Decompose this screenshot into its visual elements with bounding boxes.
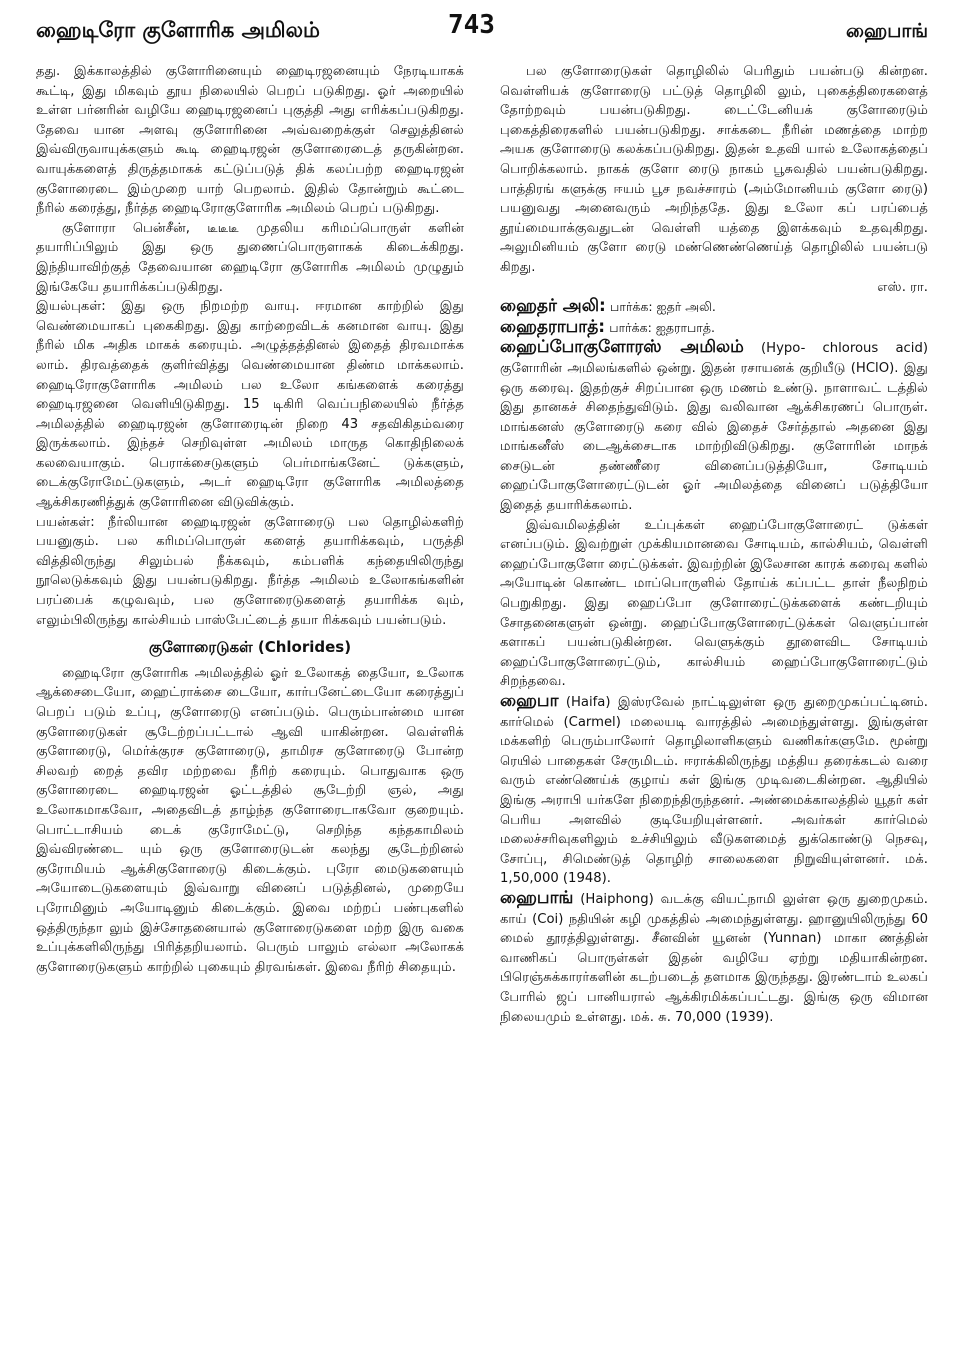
uses-label: பயன்கள்:	[36, 514, 95, 530]
entry-text: (Hypo- chlorous acid) குளோரின் அமிலங்களில் ஒன்று. இதன் ரசாயனக் குறியீடு (HClO). இது ஒரு கரைவு. இதற்குச் சிறப்பான ஒரு மணம் உண்டு. நாளாவட் டத்தில் இது தானகச் சிதைந்துவிடும். இது வலிவான ஆக்சிகரணப் பொருள். மாங்கனஸ் குளோரைடு கரை வில் இதைச் சேர்த்தால் அதனை இது மாங்கனீஸ் டைஆக்சைடாக மாற்றிவிடுகிறது. குளோரின் மாநக் சைடுடன் தண்ணீரை வினைப்படுத்தியோ, சோடியம் ஹைப்போகுளோரைட்டுடன் ஓர் அமிலத்தை வினைப் படுத்தியோ இதைத் தயாரிக்கலாம்.	[500, 341, 928, 514]
entry-headword: ஹைதர் அலி:	[500, 296, 606, 317]
left-paragraph-chlorides: ஹைடிரோ குளோரிக அமிலத்தில் ஓர் உலோகத் தையோ, உலோக ஆக்சைடையோ, ஹைட்ராக்சை டையோ, கார்பனேட்டையோ கரைத்துப் பெறப் படும் உப்பு, குளோரைடு எனப்படும். பெரும்பான்மை யான குளோரைடுகள் சூடேற்றப்பட்டால் ஆவி யாகின்றன. வெள்ளிக் குளோரைடு, மெர்க்குரச குளோரைடு, தாமிரச குளோரைடு போன்ற சிலவற் றைத் தவிர மற்றவை நீரிற் கரையும். பொதுவாக ஒரு குளோரைடை ஹைடிரஜன் ஓட்டத்தில் சூடேற்றி ஞல், அது உலோகமாகவோ, அதைவிடத் தாழ்ந்த குளோரைடாகவோ குறையும். பொட்டாசியம் டைக் குரோமேட்டு, செறிந்த கந்தகாமிலம் இவ்விரண்டை யும் ஒரு குளோரைடுடன் கலந்து சூடேற்றினல் குரோமியம் ஆக்சிகுளோரைடு கிடைக்கும். புரோ மைடுகளையும் அயோடைடுகளையும் இவ்வாறு வினைப் படுத்தினல், முறையே புரோமினும் அயோடினும் கிடைக்கும். இவை மற்றப் பண்புகளில் ஒத்திருந்தா லும் இச்சோதனையால் குளோரைடுகளை மற்ற இரு வகை உப்புக்களிலிருந்து பிரித்தறியலாம். பெரும் பாலும் எல்லா அலோகக் குளோரைடுகளும் காற்றில் புகையும் திரவங்கள். இவை நீரிற் சிதையும்.	[36, 665, 464, 975]
properties-text: இது ஒரு நிறமற்ற வாயு. ஈரமான காற்றில் இது வெண்மையாகப் புகைகிறது. இது காற்றைவிடக் கனமான வாயு. இது நீரில் மிக அதிக மாகக் கரையும். அழுத்தத்தினல் இதைத் திரவமாக்க லாம். திரவத்தைக் குளிர்வித்து வெண்மையான திண்ம மாக்கலாம். ஹைடிரோகுளோரிக அமிலம் பல உலோ கங்களைக் கரைத்து ஹைடிரஜனை வெளியிடுகிறது. 15 டிகிரி வெப்பநிலையில் நீர்த்த அமிலத்தில் ஹைடிரஜன் குளோரைடின் நிறை 43 சதவிகிதம்வரை இருக்கலாம். இந்தச் செறிவுள்ள அமிலம் மாருத கொதிநிலைக் கலவையாகும். பெராக்சைடுகளும் பெர்மாங்கனேட் டுக்களும், டைக்குரோமேட்டுகளும், அடர் ஹைடிரோ குளோரிக அமிலத்தை ஆக்சிகரணித்துக் குளோரினை விடுவிக்கும்.	[36, 299, 464, 511]
entry-hyderabad	[500, 318, 928, 339]
right-paragraph-hypochlorites: இவ்வமிலத்தின் உப்புக்கள் ஹைப்போகுளோரைட் டுக்கள் எனப்படும். இவற்றுள் முக்கியமானவை சோடியம், கால்சியம், வெள்ளி ஹைப்போகுளோ ரைட்டுக்கள். இவற்றின் இலேசான காரக் கரைவு களில் அயோடின் கொண்ட மாப்பொருளில் தோய்க் கப்பட்ட தாள் நீலநிறம் பெறுகிறது. இது ஹைப்போ குளோரைட்டுக்களைக் கண்டறியும் சோதனைகளுள் ஒன்று. ஹைப்போகுளோரைட்டுக்கள் வெளுப்பான் களாகப் பயன்படுகின்றன. வெளுக்கும் தூளைவிட சோடியம் ஹைப்போகுளோரைட்டும், கால்சியம் ஹைப்போகுளோரைட்டும் சிறந்தவை.	[500, 517, 928, 690]
entry-see-also: பார்க்க: ஐதராபாத்.	[609, 319, 715, 335]
entry-haiphong	[500, 889, 928, 1027]
page-number: 743	[448, 10, 495, 40]
entry-hypochlorous-acid	[500, 338, 928, 515]
encyclopedia-page	[36, 10, 928, 1350]
entry-headword: ஹைப்போகுளோரஸ் அமிலம்	[500, 337, 744, 358]
left-paragraph-properties	[36, 297, 464, 513]
page-header	[36, 10, 928, 54]
left-column	[36, 62, 464, 977]
entry-headword: ஹைபாங்	[500, 887, 574, 908]
right-column	[500, 62, 928, 1027]
header-right-title: ஹைபாங்	[846, 20, 928, 42]
entry-text: (Haifa) இஸ்ரவேல் நாட்டிலுள்ள ஒரு துறைமுகப்பட்டினம். கார்மெல் (Carmel) மலையடி வாரத்தில் அமைந்துள்ளது. இங்குள்ள மக்களிற் பெரும்பாலோர் தொழிலாளிகளும் வணிகர்களுமே. மூன்று ரெயில் பாதைகள் சேருமிடம். ஈராக்கிலிருந்து மத்திய தரைக்கடல் வரை வரும் எண்ணெய்க் குழாய் கள் இங்கு முடிவடைகின்றன. ஆதியில் இங்கு அராபி யர்களே நிறைந்திருந்தனர். அண்மைக்காலத்தில் யூதர் கள் பெரிய அளவில் குடியேறியுள்ளனர். அவர்கள் கார்மெல் மலைச்சரிவுகளிலும் உச்சியிலும் வீடுகளமைத் துக்கொண்டு நெசவு, சோப்பு, சிமெண்டுத் தொழிற் சாலைகளை நிறுவியுள்ளனர். மக். 1,50,000 (1948).	[500, 695, 928, 887]
entry-headword: ஹைபா	[500, 691, 559, 711]
entry-haifa	[500, 692, 928, 889]
author-signature: எஸ். ரா.	[877, 279, 928, 295]
right-paragraph-1: பல குளோரைடுகள் தொழிலில் பெரிதும் பயன்படு கின்றன. வெள்ளியக் குளோரைடு பட்டுத் தொழிலி லும், புகைத்திரைகளைத் தோற்றவும் பயன்படுகிறது. டைட்டேனியக் குளோரைடும் புகைத்திரைகளில் பயன்படுகிறது. சாக்கடை நீரின் மணத்தை மாற்ற அயக குளோரைடு கலக்கப்படுகிறது. இதன் உதவி யால் உலோகத்தைப் பொறிக்கலாம். நாகக் குளோ ரைடு நாகம் பூசுவதில் பயன்படுகிறது. பாத்திரங் களுக்கு ஈயம் பூச நவச்சாரம் (அம்மோனியம் குளோ ரைடு) பயனுவது அனைவரும் அறிந்ததே. இது உலோ கப் பரப்பைத் தூய்மையாக்குவதுடன் வெள்ளி யத்தை இளக்கவும் உதவுகிறது. அலுமினியம் குளோ ரைடு மண்ணெண்ணெய்த் தொழிலில் பயன்படு கிறது.	[500, 64, 928, 275]
header-left-title: ஹைடிரோ குளோரிக அமிலம்	[36, 18, 320, 42]
entry-text: (Haiphong) வடக்கு வியட்நாமி லுள்ள ஒரு துறைமுகம். காய் (Coi) நதியின் கழி முகத்தில் அமைந்துள்ளது. ஹானுயிலிருந்து 60 மைல் தூரத்திலுள்ளது. சீனவின் யூனன் (Yunnan) மாகா ணத்தின் வாணிகப் பொருள்கள் இதன் வழியே ஏற்று மதியாகின்றன. பிரெஞ்சுக்காரர்களின் கடற்படைத் தளமாக இருந்தது. இரண்டாம் உலகப் போரில் ஜப் பானியரால் ஆக்கிரமிக்கப்பட்டது. இங்கு ஒரு விமான நிலையமும் உள்ளது. மக். சு. 70,000 (1939).	[500, 891, 928, 1025]
entry-hyder-ali	[500, 297, 928, 318]
uses-text: நீர்லியான ஹைடிரஜன் குளோரைடு பல தொழில்களிற் பயனுகும். பல கரிமப்பொருள் களைத் தயாரிக்கவும், பருத்தி வித்திலிருந்து சிலும்பல் நீக்கவும், கம்பளிக் கந்தையிலிருந்து நூலெடுக்கவும் இது பயன்படுகிறது. நீர்த்த அமிலம் உலோகங்களின் பரப்பைக் கழுவவும், பல குளோரைடுகளைத் தயாரிக்க வும், எலும்பிலிருந்து கால்சியம் பாஸ்பேட்டைத் தயா ரிக்கவும் பயன்படும்.	[36, 514, 464, 628]
left-paragraph-1: தது. இக்காலத்தில் குளோரினையும் ஹைடிரஜனையும் நேரடியாகக் கூட்டி, இது மிகவும் தூய நிலையில் பெறப் படுகிறது. ஓர் அறையில் உள்ள பர்னரின் வழியே ஹைடிரஜனைப் புகுத்தி அது எரிக்கப்படுகிறது. தேவை யான அளவு குளோரினை அவ்வறைக்குள் செலுத்தினல் இவ்விருவாயுக்களும் கூடி ஹைடிரஜன் குளோரைடைத் தருகின்றன. வாயுக்களைத் திருத்தமாகக் கட்டுப்படுத் திக் கலப்பற்ற ஹைடிரஜன் குளோரைடை இம்முறை யாற் பெறலாம். இதில் தோன்றும் கூட்டை நீரில் கரைத்து, நீர்த்த ஹைடிரோகுளோரிக அமிலம் பெறப் படுகிறது.	[36, 64, 464, 217]
left-paragraph-uses	[36, 513, 464, 631]
section-heading-chlorides: குளோரைடுகள் (Chlorides)	[148, 638, 352, 657]
entry-see-also: பார்க்க: ஐதர் அலி.	[610, 299, 716, 315]
entry-headword: ஹைதராபாத்:	[500, 316, 606, 337]
properties-label: இயல்புகள்:	[36, 299, 106, 315]
left-paragraph-2: குளோரா பென்சீன், டீடீடீ முதலிய கரிமப்பொருள் களின் தயாரிப்பிலும் இது ஒரு துணைப்பொருளாகக் கிடைக்கிறது. இந்தியாவிற்குத் தேவையான ஹைடிரோ குளோரிக அமிலம் முழுதும் இங்கேயே தயாரிக்கப்படுகிறது.	[36, 220, 464, 295]
